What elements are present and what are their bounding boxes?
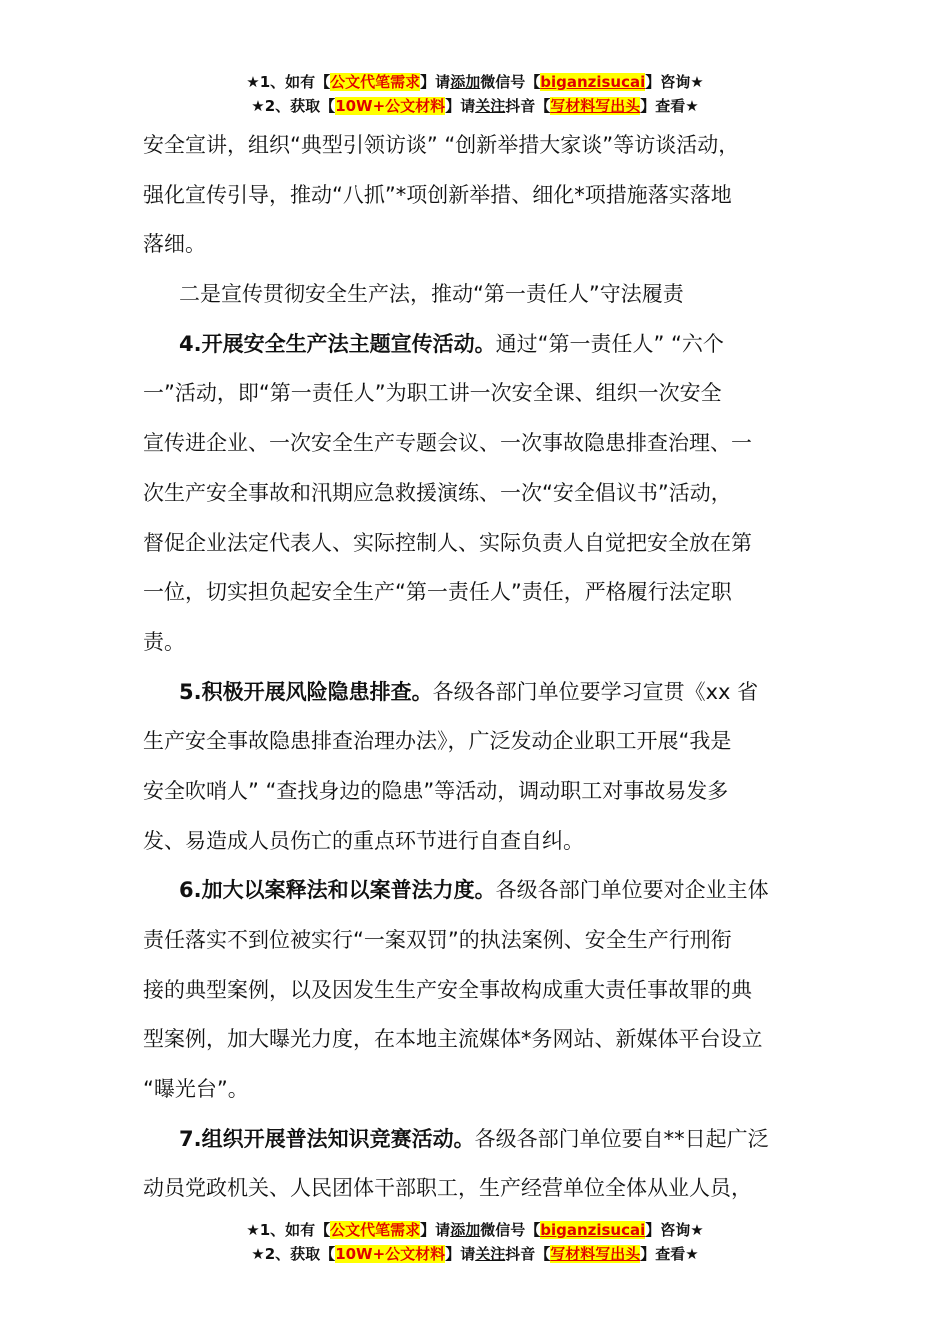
line-text: 一”活动，即“第一责任人”为职工讲一次安全课、组织一次安全 — [143, 381, 722, 406]
text-line — [143, 419, 823, 469]
bottom-banner — [0, 1218, 950, 1266]
text-line — [143, 817, 823, 867]
text-line — [143, 469, 823, 519]
line-text: 督促企业法定代表人、实际控制人、实际负责人自觉把安全放在第 — [143, 530, 752, 555]
highlight: 10W+公文材料 — [335, 1245, 446, 1263]
section-heading: 6.加大以案释法和以案普法力度。 — [179, 878, 496, 903]
douyin-id: 写材料写出头 — [550, 1245, 641, 1263]
text-line — [143, 1065, 823, 1115]
text-line — [143, 1015, 823, 1065]
wechat-id: biganzisucai — [540, 73, 646, 91]
text-line — [143, 369, 823, 419]
underlined-text: 关注 — [475, 1245, 506, 1263]
line-text: “曝光台”。 — [143, 1077, 249, 1102]
text-line — [143, 568, 823, 618]
text: 】请 — [420, 73, 451, 91]
text-line — [143, 270, 823, 320]
line-text: 各级各部门单位要对企业主体 — [495, 878, 769, 903]
text: 】咨询★ — [645, 1221, 704, 1239]
underlined-text: 关注 — [475, 97, 506, 115]
text: 微信号【 — [480, 1221, 541, 1239]
line-text: 型案例，加大曝光力度，在本地主流媒体*务网站、新媒体平台设立 — [143, 1027, 763, 1052]
line-text: 责任落实不到位被实行“一案双罚”的执法案例、安全生产行刑衔 — [143, 928, 732, 952]
section-heading: 4.开展安全生产法主题宣传活动。 — [179, 331, 496, 356]
banner-line-1 — [0, 70, 950, 94]
line-text: 次生产安全事故和汛期应急救援演练、一次“安全倡议书”活动， — [143, 480, 732, 505]
line-text: 一位，切实担负起安全生产“第一责任人”责任，严格履行法定职 — [143, 580, 732, 605]
text: 】请 — [445, 97, 476, 115]
text-line — [143, 519, 823, 569]
text: ★2、获取【 — [251, 1245, 336, 1263]
text: 】请 — [445, 1245, 476, 1263]
text-line — [143, 121, 823, 171]
line-text: 落细。 — [143, 232, 206, 257]
text-line — [143, 916, 823, 966]
highlight: 公文代笔需求 — [330, 73, 421, 91]
document-body — [143, 121, 823, 1214]
text-line — [143, 320, 823, 370]
line-text: 责。 — [143, 629, 185, 654]
line-text: 强化宣传引导，推动“八抓”*项创新举措、细化*项措施落实落地 — [143, 182, 732, 207]
text-line — [143, 866, 823, 916]
top-banner — [0, 70, 950, 118]
text: 抖音【 — [505, 97, 551, 115]
text: 】请 — [420, 1221, 451, 1239]
line-text: 通过“第一责任人” “六个 — [495, 331, 724, 356]
line-text: 发、易造成人员伤亡的重点环节进行自查自纠。 — [143, 828, 584, 853]
line-text: 二是宣传贯彻安全生产法，推动“第一责任人”守法履责 — [179, 282, 684, 307]
banner-line-2 — [0, 1242, 950, 1266]
line-text: 宣传进企业、一次安全生产专题会议、一次事故隐患排查治理、一 — [143, 431, 752, 456]
text-line — [143, 171, 823, 221]
text-line — [143, 767, 823, 817]
text-line — [143, 220, 823, 270]
line-text: 动员党政机关、人民团体干部职工，生产经营单位全体从业人员， — [143, 1176, 752, 1201]
section-heading: 7.组织开展普法知识竞赛活动。 — [179, 1126, 475, 1151]
underlined-text: 添加 — [450, 73, 481, 91]
line-text: 安全宣讲，组织“典型引领访谈” “创新举措大家谈”等访谈活动， — [143, 133, 740, 157]
highlight: 10W+公文材料 — [335, 97, 446, 115]
text: 】查看★ — [640, 1245, 699, 1263]
line-text: 各级各部门单位要学习宣贯《xx 省 — [432, 679, 759, 704]
text: 】咨询★ — [645, 73, 704, 91]
text-line — [143, 1115, 823, 1165]
text-line — [143, 717, 823, 767]
line-text: 生产安全事故隐患排查治理办法》，广泛发动企业职工开展“我是 — [143, 729, 732, 754]
highlight: 公文代笔需求 — [330, 1221, 421, 1239]
wechat-id: biganzisucai — [540, 1221, 646, 1239]
text: ★1、如有【 — [246, 73, 331, 91]
text-line — [143, 966, 823, 1016]
banner-line-1 — [0, 1218, 950, 1242]
section-heading: 5.积极开展风险隐患排查。 — [179, 679, 433, 704]
line-text: 各级各部门单位要自**日起广泛 — [474, 1126, 769, 1151]
text: 】查看★ — [640, 97, 699, 115]
banner-line-2 — [0, 94, 950, 118]
text: 微信号【 — [480, 73, 541, 91]
text-line — [143, 618, 823, 668]
douyin-id: 写材料写出头 — [550, 97, 641, 115]
text-line — [143, 1164, 823, 1214]
underlined-text: 添加 — [450, 1221, 481, 1239]
line-text: 接的典型案例，以及因发生生产安全事故构成重大责任事故罪的典 — [143, 977, 752, 1002]
text-line — [143, 668, 823, 718]
line-text: 安全吹哨人” “查找身边的隐患”等活动，调动职工对事故易发多 — [143, 778, 729, 803]
text: ★2、获取【 — [251, 97, 336, 115]
text: 抖音【 — [505, 1245, 551, 1263]
text: ★1、如有【 — [246, 1221, 331, 1239]
